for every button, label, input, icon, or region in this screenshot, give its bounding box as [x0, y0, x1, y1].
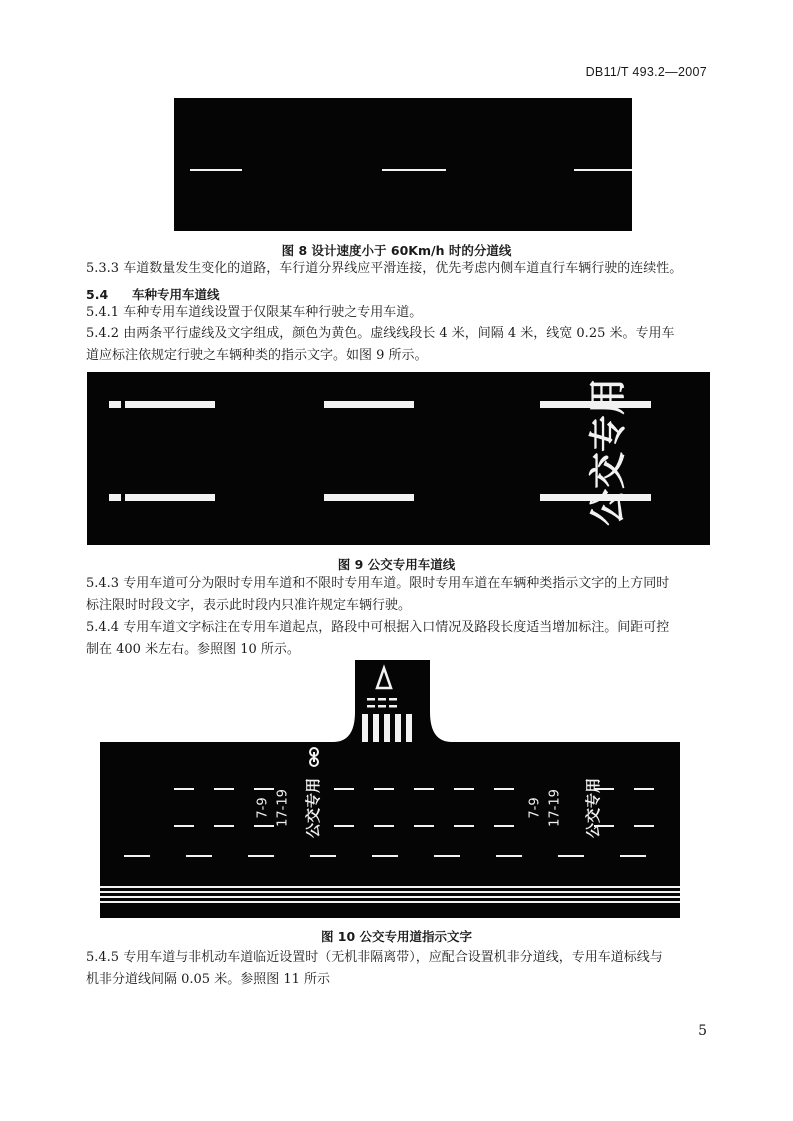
- paragraph-5-4-2-line1: 5.4.2 由两条平行虚线及文字组成，颜色为黄色。虚线线段长 4 米，间隔 4 米，线宽 0.25 米。专用车: [86, 326, 675, 341]
- marking-dash: [367, 698, 375, 701]
- road-surface: [174, 98, 632, 231]
- dashed-line-segment: [634, 788, 654, 790]
- dashed-line-segment: [454, 825, 474, 827]
- time-text-2: 17-19: [547, 789, 563, 827]
- lane-divider-line: [124, 855, 646, 857]
- dashed-line-segment: [334, 825, 354, 827]
- dashed-line-segment: [174, 825, 194, 827]
- dashed-line-segment: [414, 788, 434, 790]
- dashed-line-segment: [125, 401, 215, 408]
- figure-9-bus-lane: [87, 372, 710, 545]
- dashed-line-segment: [496, 855, 522, 857]
- dashed-line-segment: [334, 788, 354, 790]
- section-number: 5.4: [86, 287, 109, 302]
- marking-dash: [378, 705, 386, 708]
- dashed-line-segment: [434, 855, 460, 857]
- edge-line: [100, 901, 680, 903]
- dashed-line-segment: [186, 855, 212, 857]
- time-text-1: 7-9: [255, 797, 271, 819]
- dashed-line-segment: [374, 825, 394, 827]
- figure-8-lane-divider: [174, 98, 632, 231]
- bus-lane-marking-text: 公交专用: [586, 378, 630, 526]
- time-text-2: 17-19: [275, 789, 291, 827]
- edge-line: [100, 891, 680, 893]
- dashed-line-segment: [254, 825, 274, 827]
- crosswalk-stripe: [384, 714, 390, 742]
- dashed-line-segment: [374, 788, 394, 790]
- dashed-line-segment: [310, 855, 336, 857]
- dashed-line-segment: [248, 855, 274, 857]
- figure-10-bus-lane-text: [100, 660, 680, 918]
- dashed-line-segment: [372, 855, 398, 857]
- paragraph-5-4-3-line2: 标注限时时段文字，表示此时段内只准许规定车辆行驶。: [86, 598, 412, 613]
- dashed-line-segment: [574, 169, 632, 171]
- figure-10-caption: 图 10 公交专用道指示文字: [320, 929, 473, 944]
- dashed-line-segment: [324, 401, 414, 408]
- dashed-line-segment: [124, 855, 150, 857]
- paragraph-5-4-1: 5.4.1 车种专用车道线设置于仅限某车种行驶之专用车道。: [86, 305, 423, 320]
- marking-dash: [389, 698, 397, 701]
- edge-line: [100, 886, 680, 888]
- dashed-line-segment: [494, 788, 514, 790]
- dashed-line-segment: [620, 855, 646, 857]
- paragraph-5-3-3: 5.3.3 车道数量发生变化的道路，车行道分界线应平滑连接，优先考虑内侧车道直行车辆行驶的连续性。: [86, 261, 683, 276]
- dashed-line-segment: [414, 825, 434, 827]
- paragraph-5-4-4-line1: 5.4.4 专用车道文字标注在专用车道起点，路段中可根据入口情况及路段长度适当增加标注。间距可控: [86, 620, 670, 635]
- dashed-line-segment: [109, 401, 121, 408]
- bus-lane-marking-text: 公交专用: [304, 777, 322, 839]
- section-title: 车种专用车道线: [132, 287, 220, 302]
- paragraph-5-4-3-line1: 5.4.3 专用车道可分为限时专用车道和不限时专用车道。限时专用车道在车辆种类指示文字的上方同时: [86, 576, 670, 591]
- paragraph-5-4-5-line2: 机非分道线间隔 0.05 米。参照图 11 所示: [86, 972, 331, 987]
- paragraph-5-4-4-line2: 制在 400 米左右。参照图 10 所示。: [86, 642, 300, 657]
- section-5-4-heading: [86, 285, 220, 303]
- dashed-line-segment: [494, 825, 514, 827]
- dashed-line-segment: [558, 855, 584, 857]
- marking-dash: [389, 705, 397, 708]
- dashed-line-segment: [125, 494, 215, 501]
- paragraph-5-4-2-line2: 道应标注依规定行驶之车辆种类的指示文字。如图 9 所示。: [86, 348, 428, 363]
- bus-lane-marking-text: 公交专用: [584, 777, 602, 839]
- dashed-line-segment: [214, 788, 234, 790]
- dashed-line-segment: [454, 788, 474, 790]
- crosswalk-stripe: [362, 714, 368, 742]
- dashed-line-segment: [214, 825, 234, 827]
- dashed-line-segment: [324, 494, 414, 501]
- dashed-line-segment: [190, 169, 242, 171]
- marking-dash: [378, 698, 386, 701]
- paragraph-5-4-5-line1: 5.4.5 专用车道与非机动车道临近设置时（无机非隔离带），应配合设置机非分道线，专用车道标线与: [86, 950, 663, 965]
- dashed-line-segment: [634, 825, 654, 827]
- page-number: 5: [698, 1023, 707, 1039]
- crosswalk-stripe: [373, 714, 379, 742]
- figure-8-caption: 图 8 设计速度小于 60Km/h 时的分道线: [281, 243, 512, 258]
- figure-9-caption: 图 9 公交专用车道线: [337, 557, 456, 572]
- edge-line: [100, 896, 680, 898]
- dashed-line-segment: [109, 494, 121, 501]
- crosswalk-stripe: [395, 714, 401, 742]
- dashed-line-segment: [174, 788, 194, 790]
- dashed-line-segment: [254, 788, 274, 790]
- marking-dash: [367, 705, 375, 708]
- time-text-1: 7-9: [527, 797, 543, 819]
- dashed-line-segment: [382, 169, 446, 171]
- crosswalk-stripe: [406, 714, 412, 742]
- document-id: DB11/T 493.2—2007: [585, 65, 707, 79]
